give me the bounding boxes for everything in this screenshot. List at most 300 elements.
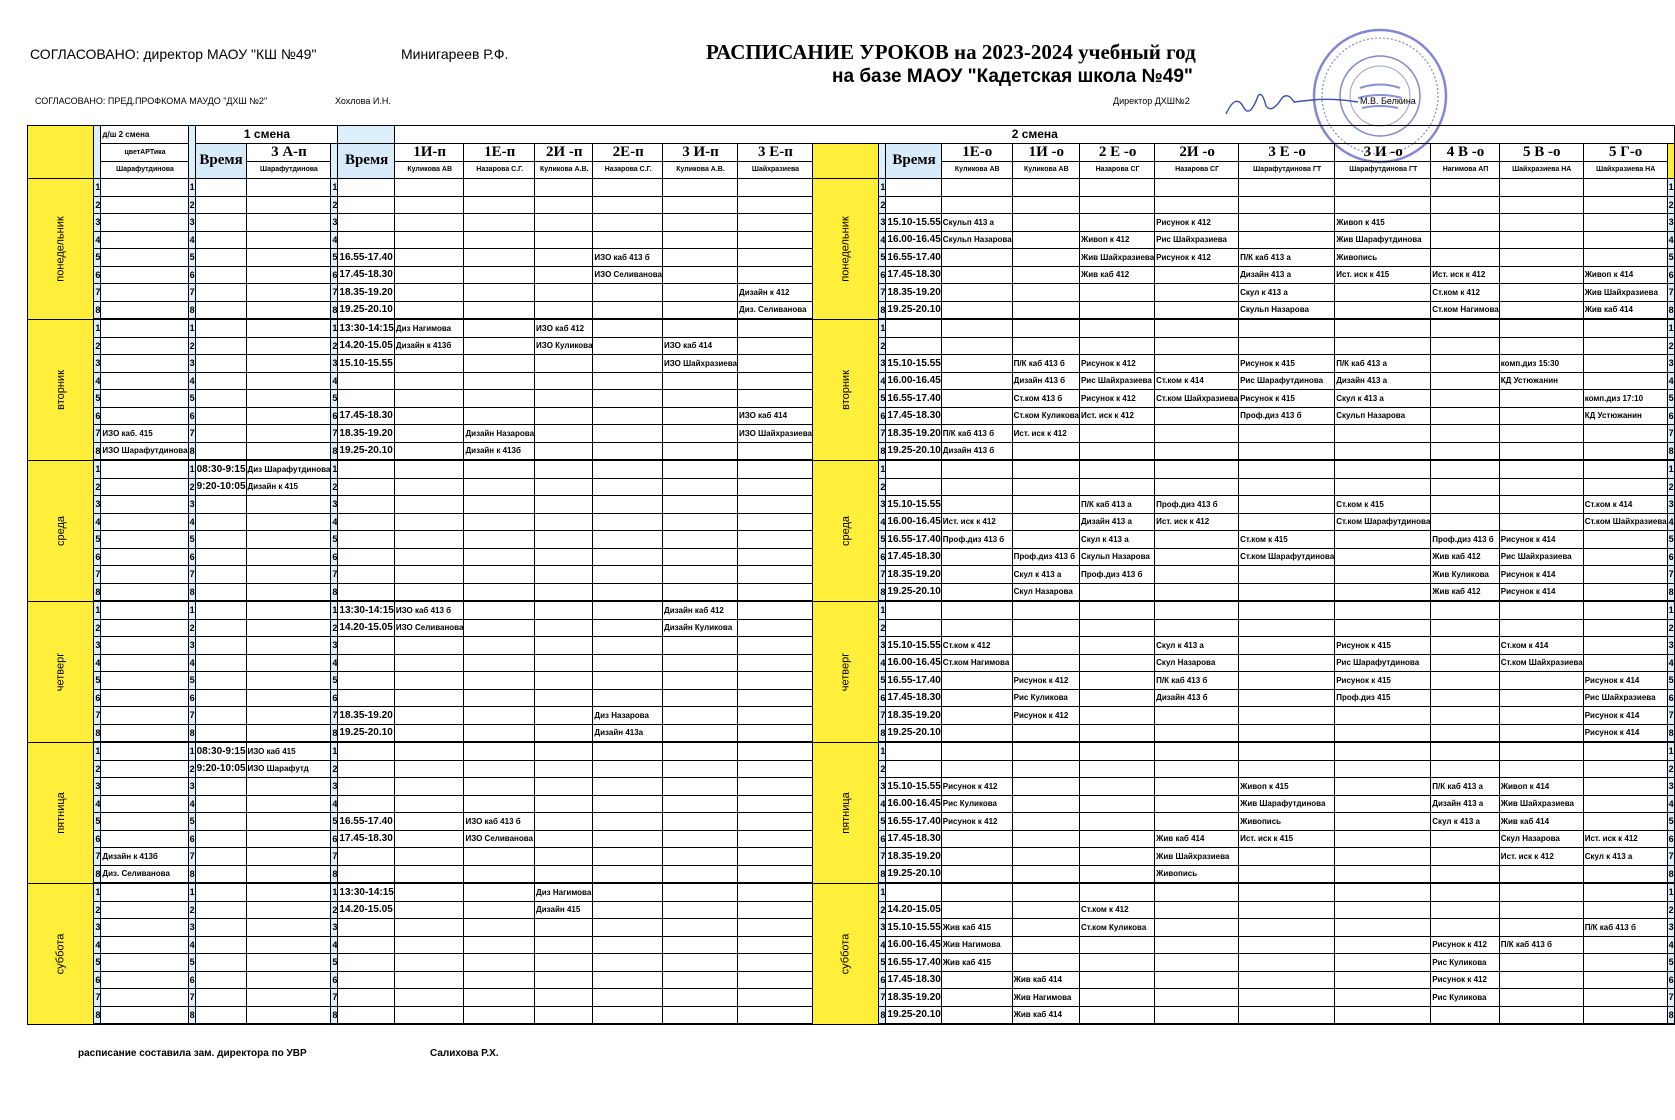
lesson-number: 1 bbox=[331, 179, 338, 197]
day-label-middle bbox=[813, 883, 879, 1024]
p-cell: Диз Нагимова bbox=[394, 319, 464, 337]
o-cell: Дизайн 413 б bbox=[1012, 372, 1079, 390]
p-cell: ИЗО каб 414 bbox=[738, 407, 813, 425]
lesson-number: 1 bbox=[331, 742, 338, 760]
corner-blue bbox=[94, 126, 101, 179]
p-class-teacher: Куликова АВ bbox=[394, 161, 464, 179]
o-cell: Проф.диз 413 б bbox=[1012, 548, 1079, 566]
lesson-number: 4 bbox=[879, 231, 886, 249]
p-cell bbox=[464, 619, 535, 637]
p-cell bbox=[464, 179, 535, 197]
p-cell bbox=[535, 284, 593, 302]
shift1-cell bbox=[246, 179, 331, 197]
o-cell: Ст.ком Куликова bbox=[1012, 407, 1079, 425]
day-name: четверг bbox=[839, 652, 852, 691]
lesson-number: 3 bbox=[94, 919, 101, 937]
p-cell bbox=[738, 372, 813, 390]
p-cell bbox=[593, 672, 663, 690]
shift1-cell bbox=[246, 707, 331, 725]
lesson-number: 6 bbox=[94, 971, 101, 989]
lesson-number: 1 bbox=[188, 883, 195, 901]
o-cell bbox=[1431, 637, 1499, 655]
o-cell bbox=[941, 301, 1012, 319]
o-cell: Ст.ком 413 б bbox=[1012, 390, 1079, 408]
dsh-cell bbox=[101, 460, 188, 478]
director-label: Директор ДХШ№2 bbox=[1113, 96, 1190, 106]
o-cell: Проф.диз 413 б bbox=[941, 531, 1012, 549]
p-cell bbox=[464, 689, 535, 707]
p-time bbox=[338, 566, 394, 584]
o-time bbox=[886, 760, 941, 778]
p-class-header: 2И -п bbox=[535, 143, 593, 161]
p-time: 14.20-15.05 bbox=[338, 337, 394, 355]
day-label-left bbox=[28, 319, 94, 460]
shift1-time bbox=[195, 971, 246, 989]
lesson-number: 4 bbox=[188, 513, 195, 531]
p-cell bbox=[738, 619, 813, 637]
p-time: 13:30-14:15 bbox=[338, 319, 394, 337]
p-cell bbox=[464, 724, 535, 742]
lesson-number: 2 bbox=[94, 901, 101, 919]
o-time bbox=[886, 601, 941, 619]
o-cell bbox=[1583, 355, 1667, 373]
p-cell bbox=[663, 301, 738, 319]
p-cell bbox=[464, 355, 535, 373]
o-cell: Ст.ком Шайхразиева bbox=[1583, 513, 1667, 531]
p-cell bbox=[593, 848, 663, 866]
shift1-cell bbox=[246, 954, 331, 972]
o-time: 19.25-20.10 bbox=[886, 724, 941, 742]
p-cell bbox=[464, 284, 535, 302]
lesson-number: 4 bbox=[331, 936, 338, 954]
day-name: пятница bbox=[839, 791, 852, 834]
lesson-number: 1 bbox=[94, 179, 101, 197]
dsh-label: д/ш 2 смена bbox=[101, 126, 188, 144]
o-cell bbox=[1079, 637, 1154, 655]
o-cell: Ст.ком Шайхразиева bbox=[1155, 390, 1239, 408]
lesson-number: 4 bbox=[1667, 231, 1674, 249]
o-cell bbox=[1155, 337, 1239, 355]
o-cell bbox=[1499, 724, 1583, 742]
lesson-number: 5 bbox=[188, 531, 195, 549]
p-time bbox=[338, 936, 394, 954]
lesson-number: 2 bbox=[331, 619, 338, 637]
shift1-cell bbox=[246, 989, 331, 1007]
o-cell: Ист. иск к 412 bbox=[1499, 848, 1583, 866]
lesson-number: 3 bbox=[188, 919, 195, 937]
o-cell bbox=[1431, 601, 1499, 619]
p-time bbox=[338, 231, 394, 249]
p-cell bbox=[593, 531, 663, 549]
p-cell bbox=[593, 496, 663, 514]
o-cell bbox=[1155, 813, 1239, 831]
p-cell bbox=[464, 901, 535, 919]
o-cell bbox=[941, 830, 1012, 848]
o-time: 19.25-20.10 bbox=[886, 301, 941, 319]
p-cell bbox=[535, 865, 593, 883]
o-cell bbox=[1431, 830, 1499, 848]
lesson-number: 8 bbox=[1667, 301, 1674, 319]
lesson-number: 8 bbox=[331, 583, 338, 601]
o-cell: Жив Шайхразиева bbox=[1499, 795, 1583, 813]
corner-yellow bbox=[28, 126, 94, 179]
o-cell bbox=[1431, 760, 1499, 778]
lesson-number: 8 bbox=[331, 724, 338, 742]
p-cell bbox=[464, 249, 535, 267]
o-cell bbox=[1431, 478, 1499, 496]
dsh-cell bbox=[101, 566, 188, 584]
shift1-cell bbox=[246, 496, 331, 514]
p-cell bbox=[738, 319, 813, 337]
lesson-number: 5 bbox=[879, 954, 886, 972]
shift1-time bbox=[195, 813, 246, 831]
o-cell: Ст.ком к 415 bbox=[1335, 496, 1431, 514]
lesson-number: 3 bbox=[331, 778, 338, 796]
o-time bbox=[886, 196, 941, 214]
approval-name-union: Хохлова И.Н. bbox=[335, 96, 391, 106]
lesson-number: 2 bbox=[331, 478, 338, 496]
header-row-classes bbox=[28, 143, 1675, 161]
o-cell bbox=[1583, 619, 1667, 637]
shift1-cell: ИЗО Шарафутд bbox=[246, 760, 331, 778]
o-cell: Рисунок к 415 bbox=[1335, 637, 1431, 655]
o-time: 16.00-16.45 bbox=[886, 513, 941, 531]
p-cell bbox=[464, 865, 535, 883]
o-cell bbox=[1335, 179, 1431, 197]
p-cell bbox=[738, 601, 813, 619]
o-time: 15.10-15.55 bbox=[886, 214, 941, 232]
p-cell bbox=[535, 601, 593, 619]
o-time bbox=[886, 478, 941, 496]
p-cell bbox=[535, 425, 593, 443]
lesson-number: 7 bbox=[188, 566, 195, 584]
o-cell bbox=[1079, 760, 1154, 778]
day-name: среда bbox=[839, 515, 852, 546]
o-class-teacher: Шайхразиева НА bbox=[1583, 161, 1667, 179]
o-cell bbox=[1012, 954, 1079, 972]
o-cell: Дизайн 413 а bbox=[1335, 372, 1431, 390]
o-cell bbox=[1335, 337, 1431, 355]
p-time bbox=[338, 513, 394, 531]
o-cell bbox=[1335, 548, 1431, 566]
o-cell bbox=[1335, 919, 1431, 937]
o-class-header: 5 В -о bbox=[1499, 143, 1583, 161]
p-cell bbox=[663, 390, 738, 408]
o-cell bbox=[941, 337, 1012, 355]
time-header-o: Время bbox=[886, 143, 941, 179]
p-cell bbox=[535, 249, 593, 267]
o-cell: Рисунок к 415 bbox=[1239, 390, 1335, 408]
o-cell bbox=[941, 760, 1012, 778]
lesson-number: 6 bbox=[94, 407, 101, 425]
o-cell bbox=[1079, 460, 1154, 478]
lesson-number: 7 bbox=[94, 707, 101, 725]
shift1-time bbox=[195, 513, 246, 531]
o-cell bbox=[1239, 848, 1335, 866]
p-cell: ИЗО Селиванова bbox=[464, 830, 535, 848]
o-cell bbox=[1012, 231, 1079, 249]
p-cell bbox=[593, 442, 663, 460]
lesson-number: 5 bbox=[188, 813, 195, 831]
shift1-cell bbox=[246, 795, 331, 813]
o-cell: Скульп Назарова bbox=[941, 231, 1012, 249]
shift1-time bbox=[195, 707, 246, 725]
o-time: 15.10-15.55 bbox=[886, 355, 941, 373]
p-cell bbox=[738, 390, 813, 408]
o-time: 16.55-17.40 bbox=[886, 954, 941, 972]
o-cell bbox=[1155, 478, 1239, 496]
o-time: 16.00-16.45 bbox=[886, 372, 941, 390]
o-cell: Ст.ком к 415 bbox=[1239, 531, 1335, 549]
shift1-time bbox=[195, 319, 246, 337]
p-class-header: 1И-п bbox=[394, 143, 464, 161]
lesson-number: 3 bbox=[879, 637, 886, 655]
p-cell: ИЗО каб 413 б bbox=[394, 601, 464, 619]
o-cell bbox=[1499, 672, 1583, 690]
o-cell: Скул к 413 а bbox=[1583, 848, 1667, 866]
p-cell bbox=[738, 883, 813, 901]
lesson-number: 1 bbox=[331, 601, 338, 619]
p-cell bbox=[394, 742, 464, 760]
o-cell: Жив Шайхразиева bbox=[1583, 284, 1667, 302]
p-cell bbox=[394, 760, 464, 778]
o-cell: Жив каб 414 bbox=[1012, 1006, 1079, 1024]
o-cell: Скульп Назарова bbox=[1335, 407, 1431, 425]
p-class-header: 3 И-п bbox=[663, 143, 738, 161]
o-cell bbox=[1335, 425, 1431, 443]
p-time bbox=[338, 865, 394, 883]
lesson-number: 8 bbox=[94, 583, 101, 601]
p-cell bbox=[535, 478, 593, 496]
day-label-middle bbox=[813, 179, 879, 320]
lesson-number: 5 bbox=[879, 672, 886, 690]
dsh-cell bbox=[101, 531, 188, 549]
p-cell: Дизайн к 413б bbox=[394, 337, 464, 355]
p-cell bbox=[394, 707, 464, 725]
dsh-cell bbox=[101, 707, 188, 725]
dsh-cell bbox=[101, 478, 188, 496]
o-cell: Рисунок к 412 bbox=[941, 813, 1012, 831]
o-cell: Скул Назарова bbox=[1499, 830, 1583, 848]
shift1-time bbox=[195, 442, 246, 460]
lesson-number: 7 bbox=[188, 425, 195, 443]
p-cell bbox=[738, 760, 813, 778]
p-time bbox=[338, 179, 394, 197]
o-cell bbox=[1499, 478, 1583, 496]
o-cell bbox=[941, 319, 1012, 337]
o-cell: Скул к 413 а bbox=[1079, 531, 1154, 549]
p-cell bbox=[738, 936, 813, 954]
shift1-cell: ИЗО каб 415 bbox=[246, 742, 331, 760]
lesson-number: 4 bbox=[879, 795, 886, 813]
corner-blue bbox=[879, 143, 886, 179]
shift1-time bbox=[195, 266, 246, 284]
o-cell bbox=[1079, 707, 1154, 725]
o-cell: П/К каб 413 б bbox=[1155, 672, 1239, 690]
o-cell bbox=[1431, 848, 1499, 866]
o-cell bbox=[1239, 442, 1335, 460]
o-cell bbox=[1431, 707, 1499, 725]
p-time bbox=[338, 971, 394, 989]
shift1-time bbox=[195, 214, 246, 232]
p-cell bbox=[464, 407, 535, 425]
p-cell: Дизайн к 412 bbox=[738, 284, 813, 302]
o-cell bbox=[1079, 1006, 1154, 1024]
lesson-number: 4 bbox=[879, 936, 886, 954]
corner-yellow bbox=[1667, 143, 1674, 179]
o-cell: КД Устюжанин bbox=[1499, 372, 1583, 390]
p-cell bbox=[738, 637, 813, 655]
p-cell: ИЗО каб 412 bbox=[535, 319, 593, 337]
dsh-cell bbox=[101, 337, 188, 355]
p-time bbox=[338, 1006, 394, 1024]
o-cell bbox=[1239, 425, 1335, 443]
o-cell bbox=[1239, 672, 1335, 690]
lesson-number: 2 bbox=[1667, 196, 1674, 214]
lesson-number: 4 bbox=[331, 654, 338, 672]
shift1-cell bbox=[246, 284, 331, 302]
table-row bbox=[28, 179, 1675, 197]
o-cell bbox=[1079, 865, 1154, 883]
o-class-header: 5 Г-о bbox=[1583, 143, 1667, 161]
lesson-number: 5 bbox=[879, 531, 886, 549]
p-cell bbox=[663, 372, 738, 390]
o-cell bbox=[1155, 566, 1239, 584]
o-cell bbox=[1499, 442, 1583, 460]
o-cell bbox=[1499, 742, 1583, 760]
p-cell bbox=[663, 566, 738, 584]
o-cell bbox=[1335, 830, 1431, 848]
lesson-number: 1 bbox=[94, 883, 101, 901]
o-time: 17.45-18.30 bbox=[886, 548, 941, 566]
o-cell bbox=[1431, 724, 1499, 742]
o-cell bbox=[1155, 936, 1239, 954]
p-cell bbox=[663, 919, 738, 937]
lesson-number: 1 bbox=[188, 460, 195, 478]
p-time bbox=[338, 848, 394, 866]
day-name: пятница bbox=[54, 791, 67, 834]
o-cell bbox=[1583, 372, 1667, 390]
shift1-label: 1 смена bbox=[195, 126, 338, 144]
dsh-cell bbox=[101, 214, 188, 232]
p-time: 16.55-17.40 bbox=[338, 813, 394, 831]
p-cell bbox=[738, 355, 813, 373]
o-cell: Рис Куликова bbox=[1431, 989, 1499, 1007]
lesson-number: 4 bbox=[94, 654, 101, 672]
o-time: 17.45-18.30 bbox=[886, 407, 941, 425]
o-cell bbox=[1583, 531, 1667, 549]
o-time: 18.35-19.20 bbox=[886, 848, 941, 866]
lesson-number: 3 bbox=[1667, 637, 1674, 655]
p-cell bbox=[394, 848, 464, 866]
p-cell bbox=[464, 936, 535, 954]
o-cell bbox=[1155, 548, 1239, 566]
o-cell bbox=[1155, 778, 1239, 796]
p-cell bbox=[593, 936, 663, 954]
o-cell bbox=[1079, 301, 1154, 319]
p-cell bbox=[593, 637, 663, 655]
o-cell bbox=[1079, 478, 1154, 496]
lesson-number: 7 bbox=[94, 566, 101, 584]
shift1-cell bbox=[246, 654, 331, 672]
o-cell bbox=[1499, 214, 1583, 232]
dsh-cell bbox=[101, 672, 188, 690]
p-cell bbox=[535, 619, 593, 637]
lesson-number: 7 bbox=[879, 989, 886, 1007]
lesson-number: 6 bbox=[879, 266, 886, 284]
o-cell bbox=[941, 989, 1012, 1007]
shift1-time bbox=[195, 231, 246, 249]
shift1-time: 9:20-10:05 bbox=[195, 478, 246, 496]
shift1-time bbox=[195, 919, 246, 937]
lesson-number: 4 bbox=[94, 795, 101, 813]
lesson-number: 2 bbox=[188, 337, 195, 355]
shift1-cell bbox=[246, 266, 331, 284]
p-cell bbox=[394, 778, 464, 796]
lesson-number: 8 bbox=[331, 301, 338, 319]
lesson-number: 6 bbox=[94, 689, 101, 707]
p-cell bbox=[738, 196, 813, 214]
day-name: четверг bbox=[54, 652, 67, 691]
shift1-cell bbox=[246, 936, 331, 954]
o-cell bbox=[1012, 813, 1079, 831]
o-cell: Ист. иск к 412 bbox=[1155, 513, 1239, 531]
o-cell: Рис Куликова bbox=[1012, 689, 1079, 707]
o-cell bbox=[1499, 865, 1583, 883]
p-cell bbox=[663, 901, 738, 919]
o-cell bbox=[1583, 460, 1667, 478]
p-cell bbox=[535, 372, 593, 390]
o-cell bbox=[1012, 249, 1079, 267]
lesson-number: 6 bbox=[1667, 971, 1674, 989]
o-cell bbox=[941, 355, 1012, 373]
o-time: 16.55-17.40 bbox=[886, 531, 941, 549]
o-cell bbox=[941, 901, 1012, 919]
dsh-cell bbox=[101, 778, 188, 796]
o-cell: Жив Шайхразиева bbox=[1155, 848, 1239, 866]
o-cell bbox=[1239, 214, 1335, 232]
p-cell bbox=[535, 266, 593, 284]
lesson-number: 3 bbox=[94, 778, 101, 796]
lesson-number: 4 bbox=[94, 513, 101, 531]
o-cell bbox=[1012, 319, 1079, 337]
p-cell bbox=[394, 936, 464, 954]
p-cell bbox=[535, 989, 593, 1007]
p-cell bbox=[663, 813, 738, 831]
p-cell bbox=[535, 760, 593, 778]
shift1-class: 3 А-п bbox=[246, 143, 331, 161]
p-cell bbox=[464, 583, 535, 601]
o-cell bbox=[1079, 989, 1154, 1007]
shift1-cell bbox=[246, 971, 331, 989]
lesson-number: 1 bbox=[188, 601, 195, 619]
o-cell bbox=[941, 407, 1012, 425]
dsh-cell bbox=[101, 919, 188, 937]
o-cell bbox=[1431, 179, 1499, 197]
dsh-cell bbox=[101, 601, 188, 619]
lesson-number: 6 bbox=[188, 407, 195, 425]
p-time: 17.45-18.30 bbox=[338, 407, 394, 425]
lesson-number: 2 bbox=[94, 478, 101, 496]
o-cell bbox=[941, 249, 1012, 267]
p-cell bbox=[394, 531, 464, 549]
p-time: 15.10-15.55 bbox=[338, 355, 394, 373]
p-cell bbox=[593, 813, 663, 831]
o-cell bbox=[1335, 601, 1431, 619]
o-cell bbox=[941, 548, 1012, 566]
p-cell bbox=[464, 971, 535, 989]
o-cell: Живоп к 412 bbox=[1079, 231, 1154, 249]
